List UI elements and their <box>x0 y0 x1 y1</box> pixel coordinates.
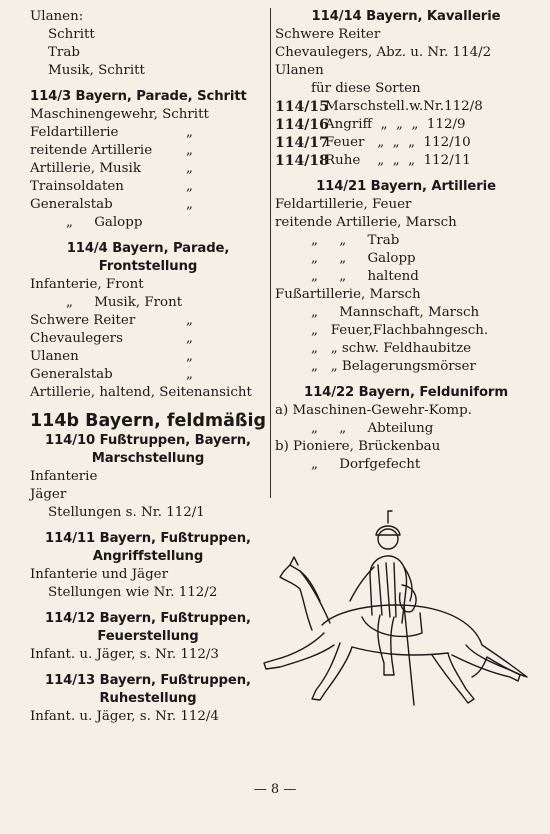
list-item: a) Maschinen-Gewehr-Komp. <box>275 403 472 418</box>
list-item: „ „ Abteilung <box>311 421 434 436</box>
ditto-mark: „ <box>186 161 193 176</box>
section-title-114-22: 114/22 Bayern, Felduniform <box>304 385 508 400</box>
ditto-mark: „ <box>186 125 193 140</box>
list-item <box>30 366 266 384</box>
table-number: 114/18 <box>275 153 329 169</box>
section-title-114-3: 114/3 Bayern, Parade, Schritt <box>30 89 247 104</box>
ditto-mark: „ <box>186 143 193 158</box>
list-item <box>30 330 266 348</box>
section-subtitle: Feuerstellung <box>97 629 199 644</box>
list-item <box>30 178 266 196</box>
reference-line: Infant. u. Jäger, s. Nr. 112/3 <box>30 647 219 662</box>
table-cell: Ruhe „ „ „ 112/11 <box>325 153 471 168</box>
list-item: Infanterie <box>30 469 98 484</box>
ditto-mark: „ <box>186 197 193 212</box>
section-title-114-10: 114/10 Fußtruppen, Bayern, <box>45 433 251 448</box>
list-item <box>30 142 266 160</box>
section-title-114-14: 114/14 Bayern, Kavallerie <box>311 9 501 24</box>
list-item <box>30 160 266 178</box>
list-item: „ „ Trab <box>311 233 400 248</box>
list-item: „ Dorfgefecht <box>311 457 421 472</box>
list-item <box>30 124 266 142</box>
item-label: Feldartillerie <box>30 125 119 140</box>
column-divider <box>270 8 271 498</box>
list-item: Schwere Reiter <box>275 27 381 42</box>
right-column <box>275 8 537 474</box>
reference-table <box>275 98 537 170</box>
reference-line: Stellungen wie Nr. 112/2 <box>48 585 218 600</box>
section-title-114-12: 114/12 Bayern, Fußtruppen, <box>45 611 251 626</box>
table-number: 114/16 <box>275 117 329 133</box>
section-subtitle: Frontstellung <box>98 259 198 274</box>
list-item: Trab <box>48 45 80 60</box>
section-subtitle: Marschstellung <box>91 451 205 466</box>
note-line: für diese Sorten <box>311 81 421 96</box>
list-item: Jäger <box>30 487 67 502</box>
item-label: Trainsoldaten <box>30 179 124 194</box>
section-subtitle: Ruhestellung <box>99 691 197 706</box>
list-item: Artillerie, haltend, Seitenansicht <box>30 385 252 400</box>
table-cell: Angriff „ „ „ 112/9 <box>325 117 466 132</box>
list-item: b) Pioniere, Brückenbau <box>275 439 441 454</box>
list-item: „ Mannschaft, Marsch <box>311 305 480 320</box>
list-item: reitende Artillerie, Marsch <box>275 215 457 230</box>
list-item: „ „ Galopp <box>311 251 416 266</box>
list-item: „ Galopp <box>66 215 143 230</box>
list-item: Fußartillerie, Marsch <box>275 287 421 302</box>
table-cell: Feuer „ „ „ 112/10 <box>325 135 471 150</box>
left-column <box>30 8 266 726</box>
ulanen-heading: Ulanen: <box>30 9 84 24</box>
chapter-title-114b: 114b Bayern, feldmäßig <box>30 411 267 431</box>
list-item <box>30 348 266 366</box>
cavalry-rider-illustration <box>252 505 537 720</box>
list-item: Feldartillerie, Feuer <box>275 197 412 212</box>
list-item: Maschinengewehr, Schritt <box>30 107 209 122</box>
list-item: „ Musik, Front <box>66 295 183 310</box>
table-number: 114/15 <box>275 99 329 115</box>
ditto-mark: „ <box>186 313 193 328</box>
list-item: Ulanen <box>275 63 324 78</box>
section-title-114-13: 114/13 Bayern, Fußtruppen, <box>45 673 251 688</box>
table-number: 114/17 <box>275 135 329 151</box>
item-label: Ulanen <box>30 349 79 364</box>
table-cell: Marschstell.w.Nr.112/8 <box>325 99 483 114</box>
ditto-mark: „ <box>186 331 193 346</box>
list-item <box>30 196 266 214</box>
list-item: Musik, Schritt <box>48 63 145 78</box>
list-item: „ Feuer,Flachbahngesch. <box>311 323 489 338</box>
section-title-114-11: 114/11 Bayern, Fußtruppen, <box>45 531 251 546</box>
list-item: „ „ haltend <box>311 269 419 284</box>
ditto-mark: „ <box>186 349 193 364</box>
item-label: Generalstab <box>30 197 113 212</box>
ditto-mark: „ <box>186 367 193 382</box>
item-label: reitende Artillerie <box>30 143 153 158</box>
item-label: Chevaulegers <box>30 331 123 346</box>
list-item: Infanterie, Front <box>30 277 144 292</box>
item-label: Generalstab <box>30 367 113 382</box>
page-number: — 8 — <box>253 782 297 797</box>
list-item: Schritt <box>48 27 95 42</box>
item-label: Artillerie, Musik <box>30 161 141 176</box>
list-item: „ „ Belagerungsmörser <box>311 359 476 374</box>
section-title-114-21: 114/21 Bayern, Artillerie <box>316 179 496 194</box>
list-item: „ „ schw. Feldhaubitze <box>311 341 472 356</box>
list-item: Chevaulegers, Abz. u. Nr. 114/2 <box>275 45 492 60</box>
list-item: Infanterie und Jäger <box>30 567 168 582</box>
reference-line: Stellungen s. Nr. 112/1 <box>48 505 205 520</box>
item-label: Schwere Reiter <box>30 313 136 328</box>
reference-line: Infant. u. Jäger, s. Nr. 112/4 <box>30 709 219 724</box>
section-title-114-4: 114/4 Bayern, Parade, <box>66 241 230 256</box>
list-item <box>30 312 266 330</box>
section-subtitle: Angriffstellung <box>92 549 204 564</box>
ditto-mark: „ <box>186 179 193 194</box>
